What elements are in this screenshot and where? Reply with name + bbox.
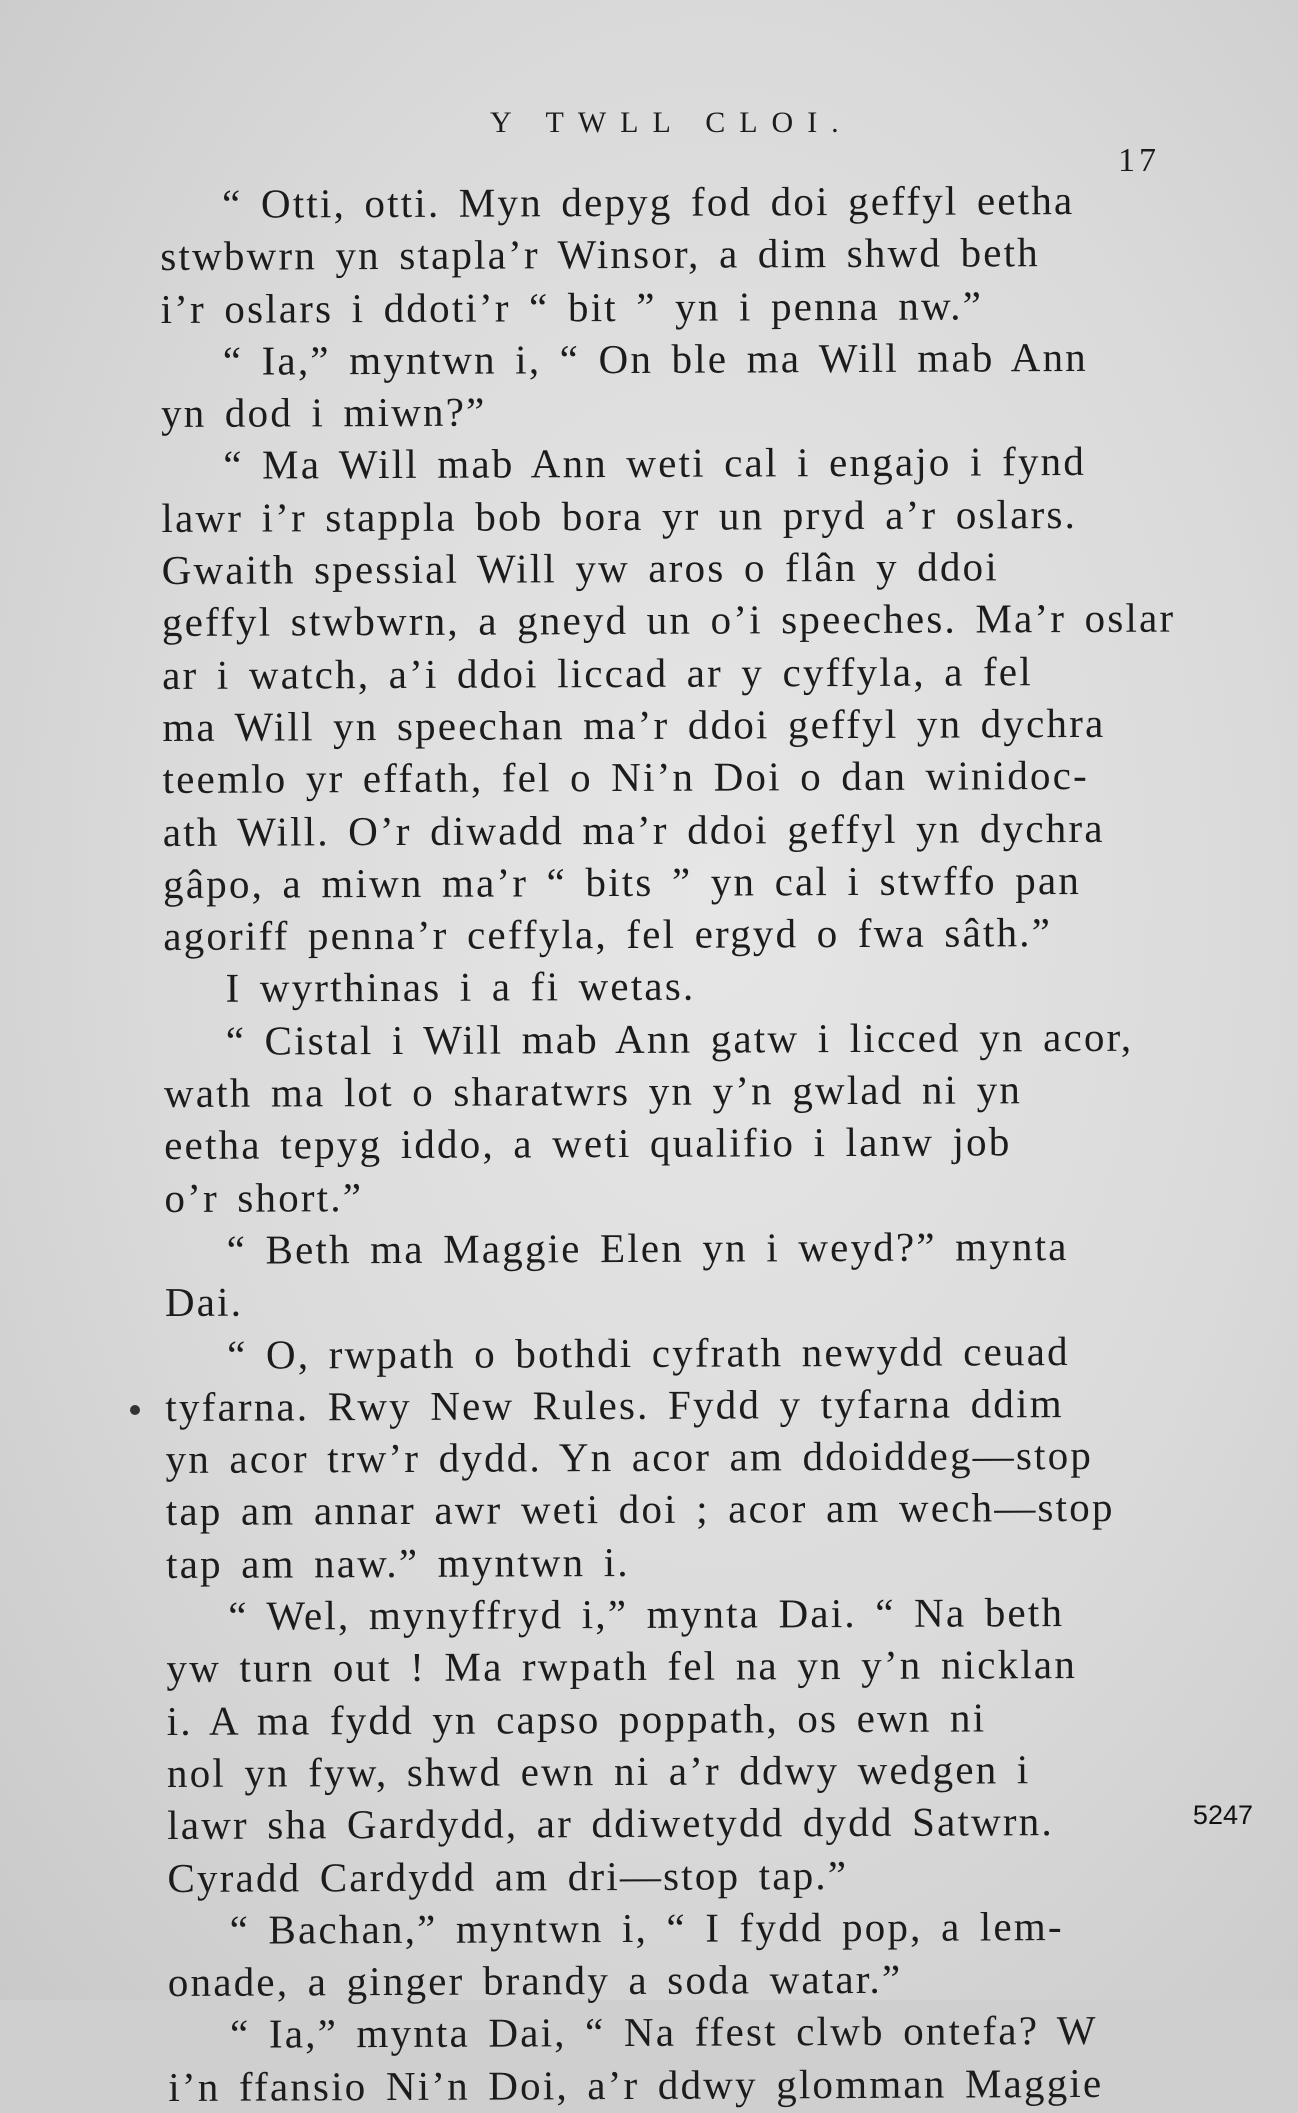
text-line: tap am naw.” myntwn i. xyxy=(165,1538,630,1587)
text-line: gâpo, a miwn ma’r “ bits ” yn cal i stwffo pan xyxy=(162,856,1082,907)
text-line: onade, a ginger brandy a soda watar.” xyxy=(167,1955,903,2006)
text-line: Cyradd Cardydd am dri—stop tap.” xyxy=(167,1851,849,1901)
running-title: Y TWLL CLOI. xyxy=(490,106,853,139)
text-line: agoriff penna’r ceffyla, fel ergyd o fwa sâth.” xyxy=(163,909,1053,960)
text-line: “ Wel, mynyffryd i,” mynta Dai. “ Na beth xyxy=(228,1589,1065,1639)
text-line: i. A ma fydd yn capso poppath, os ewn ni xyxy=(166,1694,987,1744)
text-line: i’n ffansio Ni’n Doi, a’r ddwy glomman Maggie xyxy=(168,2059,1104,2110)
text-line: tyfarna. Rwy New Rules. Fydd y tyfarna ddim xyxy=(165,1379,1064,1430)
text-line: lawr i’r stappla bob bora yr un pryd a’r oslars. xyxy=(161,490,1078,541)
text-line: stwbwrn yn stapla’r Winsor, a dim shwd beth xyxy=(160,229,1041,280)
text-line: Dai. xyxy=(164,1278,244,1326)
page-number: 17 xyxy=(1118,142,1160,179)
text-line: ath Will. O’r diwadd ma’r ddoi geffyl yn dychra xyxy=(162,804,1105,855)
text-line: teemlo yr effath, fel o Ni’n Doi o dan winidoc- xyxy=(162,752,1090,803)
text-line: yw turn out ! Ma rwpath fel na yn y’n nicklan xyxy=(166,1641,1078,1692)
text-line: eetha tepyg iddo, a weti qualifio i lanw job xyxy=(164,1118,1012,1169)
text-line: yn acor trw’r dydd. Yn acor am ddoiddeg—stop xyxy=(165,1432,1094,1483)
text-line: “ Bachan,” myntwn i, “ I fydd pop, a lem- xyxy=(229,1902,1064,1953)
text-line: wath ma lot o sharatwrs yn y’n gwlad ni yn xyxy=(163,1066,1023,1117)
text-line: tap am annar awr weti doi ; acor am wech—stop xyxy=(165,1484,1115,1535)
margin-dot xyxy=(130,1405,140,1415)
text-line: “ Ma Will mab Ann weti cal i engajo i fynd xyxy=(223,438,1087,489)
text-line: i’r oslars i ddoti’r “ bit ” yn i penna nw.” xyxy=(160,282,984,332)
text-line: “ Otti, otti. Myn depyg fod doi geffyl eetha xyxy=(222,177,1075,227)
text-line: “ O, rwpath o bothdi cyfrath newydd ceuad xyxy=(227,1327,1070,1378)
page-header xyxy=(160,100,1160,179)
text-line: Gwaith spessial Will yw aros o flân y ddoi xyxy=(161,543,999,594)
text-line: yn dod i miwn?” xyxy=(160,388,487,437)
text-line: ma Will yn speechan ma’r ddoi geffyl yn dychra xyxy=(162,699,1106,750)
text-line: “ Beth ma Maggie Elen yn i weyd?” mynta xyxy=(226,1222,1069,1273)
text-line: nol yn fyw, shwd ewn ni a’r ddwy wedgen i xyxy=(166,1746,1031,1796)
text-line: geffyl stwbwrn, a gneyd un o’i speeches. Ma’r oslar xyxy=(161,594,1176,646)
text-line: lawr sha Gardydd, ar ddiwetydd dydd Satwrn. xyxy=(167,1798,1054,1849)
text-line: o’r short.” xyxy=(164,1173,364,1221)
text-line: “ Ia,” myntwn i, “ On ble ma Will mab Ann xyxy=(222,333,1089,384)
catalog-number: 5247 xyxy=(1192,1800,1253,1830)
body-text xyxy=(160,173,1208,2113)
text-line: I wyrthinas i a fi wetas. xyxy=(225,963,696,1012)
text-line: “ Ia,” mynta Dai, “ Na ffest clwb ontefa? W xyxy=(229,2007,1098,2058)
text-line: “ Cistal i Will mab Ann gatw i licced yn acor, xyxy=(225,1013,1134,1064)
text-line: ar i watch, a’i ddoi liccad ar y cyffyla, a fel xyxy=(162,647,1033,698)
